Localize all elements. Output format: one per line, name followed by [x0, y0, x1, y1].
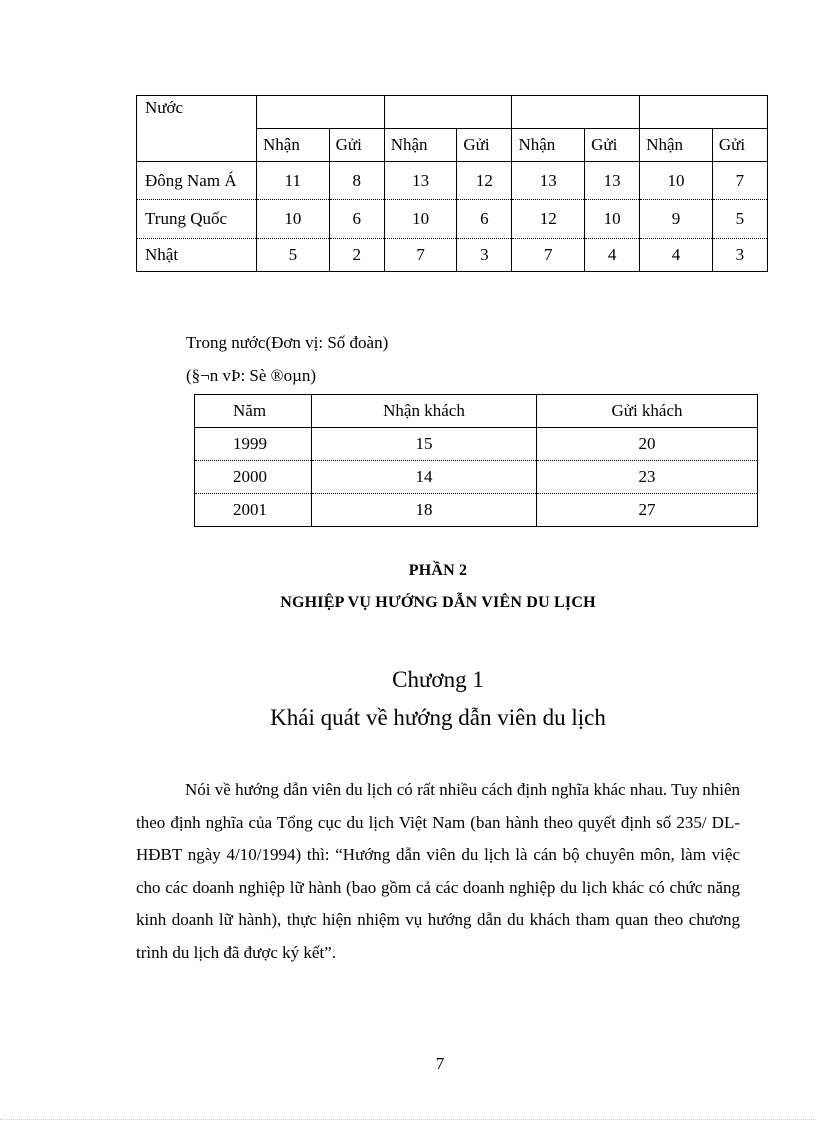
value-cell: 10 [640, 162, 713, 200]
header-group-cell [257, 96, 385, 129]
page-number: 7 [435, 1054, 445, 1073]
header-cell: Gửi khách [537, 395, 758, 428]
header-cell: Nhận khách [312, 395, 537, 428]
header-country-cell: Nước [137, 96, 257, 162]
value-cell: 7 [712, 162, 767, 200]
value-cell: 9 [640, 200, 713, 239]
subheader-cell: Gửi [329, 129, 384, 162]
body-paragraph: Nói về hướng dẫn viên du lịch có rất nhiều cách định nghĩa khác nhau. Tuy nhiên theo định nghĩa của Tổng cục du lịch Việt Nam (ban hành theo quyết định số 235/ DL-HĐBT ngày 4/10/1994) thì: “Hướng dẫn viên du lịch là cán bộ chuyên môn, làm việc cho các doanh nghiệp lữ hành (bao gồm cả các doanh nghiệp du lịch khác có chức năng kinh doanh lữ hành), thực hiện nhiệm vụ hướng dẫn du khách tham quan theo chương trình du lịch đã được ký kết”. [136, 780, 740, 962]
value-cell: 27 [537, 494, 758, 527]
value-cell: 20 [537, 428, 758, 461]
subheader-cell: Nhận [257, 129, 330, 162]
table-row [137, 200, 768, 239]
year-cell: 1999 [195, 428, 312, 461]
value-cell: 12 [512, 200, 585, 239]
value-cell: 11 [257, 162, 330, 200]
value-cell: 10 [585, 200, 640, 239]
value-cell: 4 [640, 239, 713, 272]
value-cell: 2 [329, 239, 384, 272]
value-cell: 14 [312, 461, 537, 494]
value-cell: 6 [457, 200, 512, 239]
value-cell: 13 [384, 162, 457, 200]
subheader-cell: Nhận [384, 129, 457, 162]
domestic-table [194, 394, 758, 527]
table-row [195, 428, 758, 461]
part-label: PHẦN 2 [408, 562, 468, 579]
value-cell: 3 [457, 239, 512, 272]
value-cell: 5 [712, 200, 767, 239]
value-cell: 7 [512, 239, 585, 272]
table-header-row [195, 395, 758, 428]
country-exchange-table [136, 95, 768, 272]
header-cell: Năm [195, 395, 312, 428]
value-cell: 12 [457, 162, 512, 200]
subheader-cell: Nhận [640, 129, 713, 162]
value-cell: 5 [257, 239, 330, 272]
subheader-cell: Gửi [457, 129, 512, 162]
header-group-cell [512, 96, 640, 129]
value-cell: 4 [585, 239, 640, 272]
table-row [195, 461, 758, 494]
value-cell: 10 [257, 200, 330, 239]
header-group-cell [640, 96, 768, 129]
table-row [137, 162, 768, 200]
subheader-cell: Gửi [712, 129, 767, 162]
table-row [195, 494, 758, 527]
value-cell: 6 [329, 200, 384, 239]
garbled-caption: (§¬n vÞ: Sè ®oµn) [186, 366, 317, 385]
value-cell: 15 [312, 428, 537, 461]
value-cell: 3 [712, 239, 767, 272]
subheader-cell: Nhận [512, 129, 585, 162]
value-cell: 8 [329, 162, 384, 200]
table-header-row [137, 96, 768, 129]
year-cell: 2001 [195, 494, 312, 527]
chapter-label: Chương 1 [392, 667, 484, 692]
table-row [137, 239, 768, 272]
header-group-cell [384, 96, 512, 129]
country-cell: Nhật [137, 239, 257, 272]
country-cell: Đông Nam Á [137, 162, 257, 200]
value-cell: 10 [384, 200, 457, 239]
chapter-title: Khái quát về hướng dẫn viên du lịch [270, 705, 606, 730]
subheader-cell: Gửi [585, 129, 640, 162]
value-cell: 7 [384, 239, 457, 272]
value-cell: 13 [512, 162, 585, 200]
part-title: NGHIỆP VỤ HƯỚNG DẪN VIÊN DU LỊCH [280, 594, 596, 611]
footer-divider [0, 1119, 816, 1120]
country-cell: Trung Quốc [137, 200, 257, 239]
domestic-caption: Trong nước(Đơn vị: Số đoàn) [186, 333, 389, 352]
value-cell: 18 [312, 494, 537, 527]
year-cell: 2000 [195, 461, 312, 494]
value-cell: 13 [585, 162, 640, 200]
value-cell: 23 [537, 461, 758, 494]
